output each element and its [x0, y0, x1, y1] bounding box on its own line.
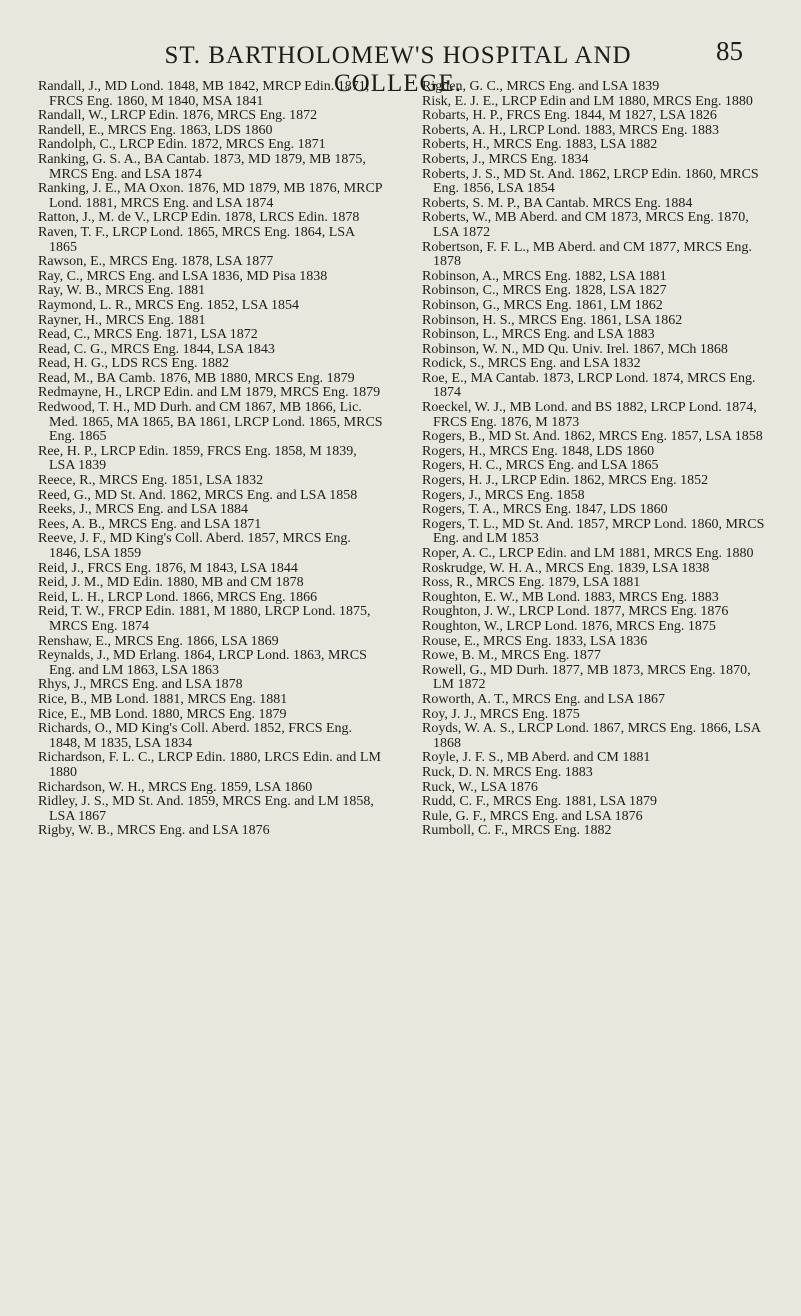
register-entry: Robinson, L., MRCS Eng. and LSA 1883: [422, 327, 655, 343]
register-entry: Rogers, T. A., MRCS Eng. 1847, LDS 1860: [422, 502, 668, 518]
register-entry: Rowell, G., MD Durh. 1877, MB 1873, MRCS Eng. 1870, LM 1872: [422, 662, 751, 693]
left-column: [38, 80, 383, 839]
register-entry: Roberts, H., MRCS Eng. 1883, LSA 1882: [422, 137, 658, 153]
register-entry: Randall, J., MD Lond. 1848, MB 1842, MRCP Edin. 1871, FRCS Eng. 1860, M 1840, MSA 1841: [38, 79, 370, 109]
running-title: ST. BARTHOLOMEW'S HOSPITAL AND COLLEGE.: [164, 42, 632, 97]
register-entry: Roughton, J. W., LRCP Lond. 1877, MRCS Eng. 1876: [422, 604, 729, 620]
register-entry: Royds, W. A. S., LRCP Lond. 1867, MRCS Eng. 1866, LSA 1868: [422, 721, 761, 751]
register-entry: Roeckel, W. J., MB Lond. and BS 1882, LRCP Lond. 1874, FRCS Eng. 1876, M 1873: [422, 400, 757, 430]
register-entry: Roper, A. C., LRCP Edin. and LM 1881, MRCS Eng. 1880: [422, 546, 754, 561]
register-entry: Reeks, J., MRCS Eng. and LSA 1884: [38, 502, 249, 518]
register-entry: Reed, G., MD St. And. 1862, MRCS Eng. and LSA 1858: [38, 487, 358, 503]
register-entry: Rayner, H., MRCS Eng. 1881: [38, 312, 206, 328]
register-entry: Roberts, W., MB Aberd. and CM 1873, MRCS Eng. 1870, LSA 1872: [422, 210, 749, 240]
register-entry: Randolph, C., LRCP Edin. 1872, MRCS Eng. 1871: [38, 137, 326, 153]
register-entry: Read, C. G., MRCS Eng. 1844, LSA 1843: [38, 341, 275, 357]
register-entry: Rogers, H. C., MRCS Eng. and LSA 1865: [422, 458, 659, 474]
register-entry: Rice, B., MB Lond. 1881, MRCS Eng. 1881: [38, 691, 288, 707]
register-entry: Robinson, W. N., MD Qu. Univ. Irel. 1867, MCh 1868: [422, 341, 728, 357]
register-entry: Rodick, S., MRCS Eng. and LSA 1832: [422, 356, 641, 372]
register-entry: Roughton, E. W., MB Lond. 1883, MRCS Eng. 1883: [422, 589, 719, 605]
register-entry: Renshaw, E., MRCS Eng. 1866, LSA 1869: [38, 633, 279, 649]
register-entry: Rogers, B., MD St. And. 1862, MRCS Eng. 1857, LSA 1858: [422, 429, 763, 445]
register-entry: Reeve, J. F., MD King's Coll. Aberd. 1857, MRCS Eng. 1846, LSA 1859: [38, 531, 351, 561]
register-entry: Robinson, G., MRCS Eng. 1861, LM 1862: [422, 297, 663, 313]
register-entry: Ray, W. B., MRCS Eng. 1881: [38, 283, 206, 299]
register-entry: Royle, J. F. S., MB Aberd. and CM 1881: [422, 750, 651, 766]
register-entry: Ree, H. P., LRCP Edin. 1859, FRCS Eng. 1858, M 1839, LSA 1839: [38, 443, 357, 474]
register-entry: Robinson, H. S., MRCS Eng. 1861, LSA 1862: [422, 312, 683, 328]
register-entry: Rigden, G. C., MRCS Eng. and LSA 1839: [422, 79, 660, 94]
register-entry: Robinson, A., MRCS Eng. 1882, LSA 1881: [422, 268, 667, 284]
register-entry: Raymond, L. R., MRCS Eng. 1852, LSA 1854: [38, 297, 299, 313]
register-entry: Raven, T. F., LRCP Lond. 1865, MRCS Eng. 1864, LSA 1865: [38, 224, 355, 255]
register-entry: Rees, A. B., MRCS Eng. and LSA 1871: [38, 516, 262, 532]
register-entry: Rice, E., MB Lond. 1880, MRCS Eng. 1879: [38, 706, 287, 722]
register-entry: Read, H. G., LDS RCS Eng. 1882: [38, 356, 229, 372]
register-entry: Risk, E. J. E., LRCP Edin and LM 1880, MRCS Eng. 1880: [422, 93, 753, 109]
register-entry: Rule, G. F., MRCS Eng. and LSA 1876: [422, 808, 643, 824]
register-entry: Rawson, E., MRCS Eng. 1878, LSA 1877: [38, 254, 274, 270]
register-entry: Roworth, A. T., MRCS Eng. and LSA 1867: [422, 691, 665, 707]
register-entry: Reid, T. W., FRCP Edin. 1881, M 1880, LRCP Lond. 1875, MRCS Eng. 1874: [38, 604, 371, 634]
register-entry: Richardson, F. L. C., LRCP Edin. 1880, LRCS Edin. and LM 1880: [38, 750, 381, 780]
register-entry: Roughton, W., LRCP Lond. 1876, MRCS Eng. 1875: [422, 618, 716, 634]
register-entry: Reece, R., MRCS Eng. 1851, LSA 1832: [38, 473, 264, 489]
register-entry: Roberts, J. S., MD St. And. 1862, LRCP Edin. 1860, MRCS Eng. 1856, LSA 1854: [422, 166, 759, 197]
register-entry: Reid, J. M., MD Edin. 1880, MB and CM 1878: [38, 575, 304, 591]
register-entry: Read, C., MRCS Eng. 1871, LSA 1872: [38, 327, 258, 343]
register-entry: Ranking, J. E., MA Oxon. 1876, MD 1879, MB 1876, MRCP Lond. 1881, MRCS Eng. and LSA 1874: [38, 181, 383, 211]
register-entry: Rogers, T. L., MD St. And. 1857, MRCP Lond. 1860, MRCS Eng. and LM 1853: [422, 516, 765, 547]
register-entry: Ray, C., MRCS Eng. and LSA 1836, MD Pisa 1838: [38, 268, 328, 284]
register-entry: Rogers, H., MRCS Eng. 1848, LDS 1860: [422, 443, 655, 459]
register-entry: Ranking, G. S. A., BA Cantab. 1873, MD 1879, MB 1875, MRCS Eng. and LSA 1874: [38, 151, 366, 182]
right-column: [422, 80, 767, 839]
register-entry: Richardson, W. H., MRCS Eng. 1859, LSA 1860: [38, 779, 313, 795]
register-entry: Richards, O., MD King's Coll. Aberd. 1852, FRCS Eng. 1848, M 1835, LSA 1834: [38, 721, 353, 751]
register-entry: Rudd, C. F., MRCS Eng. 1881, LSA 1879: [422, 794, 657, 810]
register-entry: Redmayne, H., LRCP Edin. and LM 1879, MRCS Eng. 1879: [38, 385, 381, 401]
register-entry: Roberts, S. M. P., BA Cantab. MRCS Eng. 1884: [422, 195, 693, 211]
register-entry: Ross, R., MRCS Eng. 1879, LSA 1881: [422, 575, 641, 591]
register-entry: Roy, J. J., MRCS Eng. 1875: [422, 706, 580, 722]
register-entry: Roberts, J., MRCS Eng. 1834: [422, 151, 589, 167]
register-entry: Read, M., BA Camb. 1876, MB 1880, MRCS Eng. 1879: [38, 370, 355, 386]
register-entry: Rowe, B. M., MRCS Eng. 1877: [422, 648, 601, 664]
register-entry: Redwood, T. H., MD Durh. and CM 1867, MB 1866, Lic. Med. 1865, MA 1865, BA 1861, LRCP Lond. 1865, MRCS Eng. 1865: [38, 400, 383, 445]
register-entry: Reid, J., FRCS Eng. 1876, M 1843, LSA 1844: [38, 560, 298, 576]
register-entry: Roberts, A. H., LRCP Lond. 1883, MRCS Eng. 1883: [422, 122, 720, 138]
page-number: 85: [716, 36, 743, 66]
register-entry: Robarts, H. P., FRCS Eng. 1844, M 1827, LSA 1826: [422, 108, 717, 124]
register-entry: Randell, E., MRCS Eng. 1863, LDS 1860: [38, 122, 273, 138]
register-entry: Ratton, J., M. de V., LRCP Edin. 1878, LRCS Edin. 1878: [38, 210, 360, 226]
register-entry: Roe, E., MA Cantab. 1873, LRCP Lond. 1874, MRCS Eng. 1874: [422, 370, 756, 401]
register-entry: Rouse, E., MRCS Eng. 1833, LSA 1836: [422, 633, 648, 649]
register-entry: Randall, W., LRCP Edin. 1876, MRCS Eng. 1872: [38, 108, 318, 124]
register-entry: Rigby, W. B., MRCS Eng. and LSA 1876: [38, 823, 270, 839]
register-entry: Rhys, J., MRCS Eng. and LSA 1878: [38, 677, 243, 693]
register-entry: Roskrudge, W. H. A., MRCS Eng. 1839, LSA 1838: [422, 560, 710, 576]
register-entry: Robertson, F. F. L., MB Aberd. and CM 1877, MRCS Eng. 1878: [422, 239, 752, 270]
register-entry: Rogers, J., MRCS Eng. 1858: [422, 487, 585, 503]
register-entry: Robinson, C., MRCS Eng. 1828, LSA 1827: [422, 283, 667, 299]
register-entry: Reid, L. H., LRCP Lond. 1866, MRCS Eng. 1866: [38, 589, 318, 605]
register-entry: Ruck, W., LSA 1876: [422, 779, 538, 795]
register-entry: Rogers, H. J., LRCP Edin. 1862, MRCS Eng. 1852: [422, 473, 709, 489]
register-entry: Ridley, J. S., MD St. And. 1859, MRCS Eng. and LM 1858, LSA 1867: [38, 794, 374, 824]
register-entry: Rumboll, C. F., MRCS Eng. 1882: [422, 823, 612, 839]
register-entry: Reynalds, J., MD Erlang. 1864, LRCP Lond. 1863, MRCS Eng. and LM 1863, LSA 1863: [38, 648, 367, 678]
register-entry: Ruck, D. N. MRCS Eng. 1883: [422, 764, 593, 780]
